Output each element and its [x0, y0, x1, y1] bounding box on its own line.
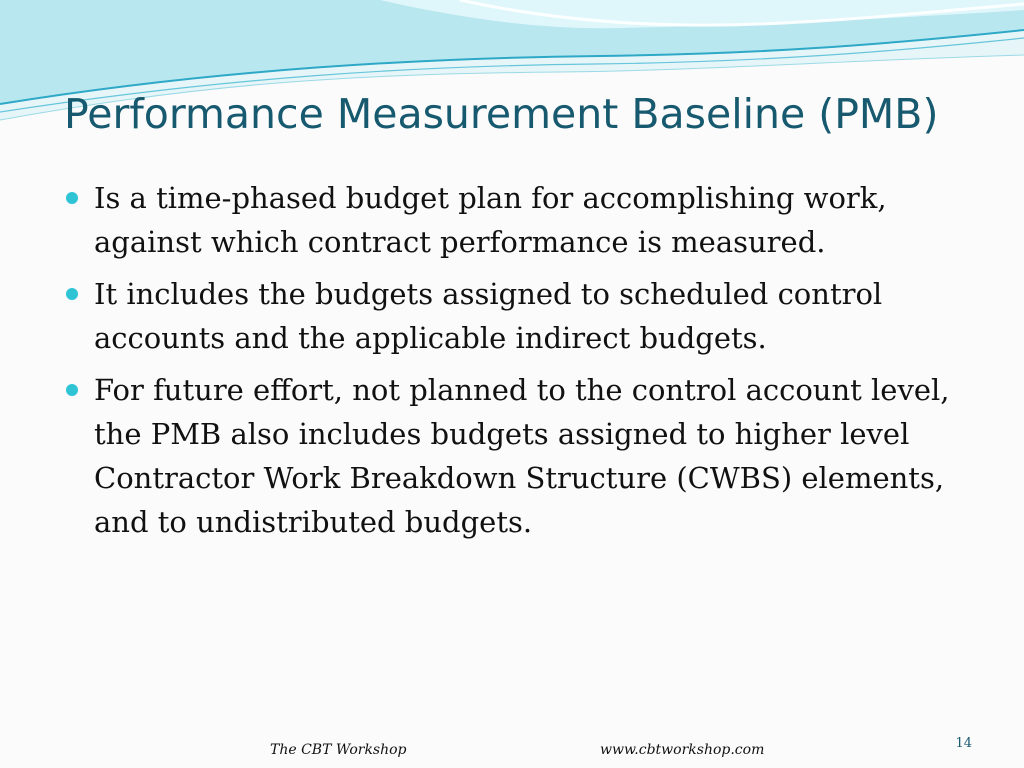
footer-website: www.cbtworkshop.com [600, 742, 765, 758]
footer-company-name: The CBT Workshop [270, 742, 407, 758]
bullet-item [66, 176, 966, 264]
bullet-text: Is a time-phased budget plan for accomplishing work, against which contract performance is measured. [94, 181, 887, 259]
page-number: 14 [955, 736, 972, 751]
bullet-item [66, 368, 966, 544]
bullet-text: For future effort, not planned to the control account level, the PMB also includes budgets assigned to higher level Contractor Work Breakdown Structure (CWBS) elements, and to undistributed budgets. [94, 373, 950, 539]
bullet-dot-icon [66, 384, 78, 396]
bullet-list [66, 176, 966, 552]
slide-title: Performance Measurement Baseline (PMB) [64, 90, 939, 138]
bullet-item [66, 272, 966, 360]
bullet-dot-icon [66, 288, 78, 300]
bullet-dot-icon [66, 192, 78, 204]
bullet-text: It includes the budgets assigned to scheduled control accounts and the applicable indirect budgets. [94, 277, 883, 355]
